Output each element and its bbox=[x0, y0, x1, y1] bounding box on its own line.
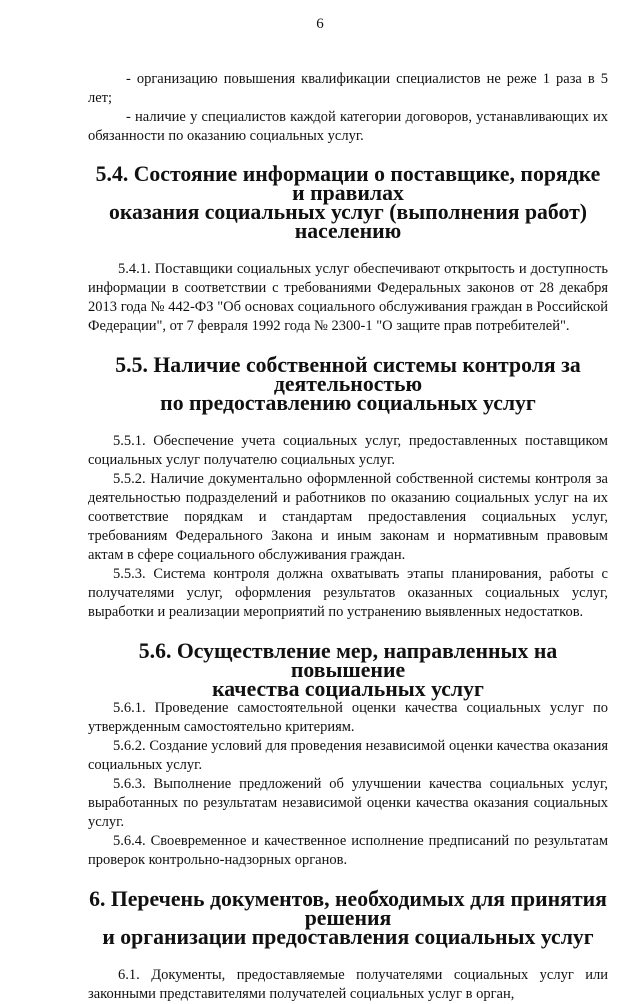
paragraph-5-6-1: 5.6.1. Проведение самостоятельной оценки качества социальных услуг по утвержденным самостоятельно критериям. bbox=[88, 700, 608, 735]
section-5-6-heading bbox=[88, 639, 608, 701]
intro-item-contracts: - наличие у специалистов каждой категории договоров, устанавливающих их обязанности по оказанию социальных услуг. bbox=[88, 109, 608, 144]
paragraph-6-1: 6.1. Документы, предоставляемые получателями социальных услуг или законными представителями получателей социальных услуг в орган, bbox=[88, 967, 608, 1002]
page-number: 6 bbox=[316, 16, 324, 32]
section-5-5-heading-line2: по предоставлению социальных услуг bbox=[160, 391, 536, 415]
section-6-heading-line2: и организации предоставления социальных услуг bbox=[102, 925, 594, 949]
section-5-5-heading bbox=[88, 353, 608, 415]
paragraph-5-6-2: 5.6.2. Создание условий для проведения независимой оценки качества оказания социальных услуг. bbox=[88, 738, 608, 773]
section-5-4-heading-line2: оказания социальных услуг (выполнения работ) населению bbox=[108, 200, 588, 243]
section-5-6-heading-line2: качества социальных услуг bbox=[212, 677, 484, 701]
section-5-4-heading bbox=[88, 162, 608, 243]
section-6-heading-line1: 6. Перечень документов, необходимых для принятия решения bbox=[89, 887, 607, 930]
section-5-6-heading-line1: 5.6. Осуществление мер, направленных на повышение bbox=[138, 639, 558, 682]
paragraph-5-5-3: 5.5.3. Система контроля должна охватывать этапы планирования, работы с получателями услуг, оформления результатов оказанных социальных услуг, выработки и реализации мероприятий по устранению выявленных недостатков. bbox=[88, 566, 608, 620]
paragraph-5-5-1: 5.5.1. Обеспечение учета социальных услуг, предоставленных поставщиком социальных услуг получателю социальных услуг. bbox=[88, 433, 608, 468]
document-body bbox=[88, 70, 608, 1004]
section-5-4-heading-line1: 5.4. Состояние информации о поставщике, порядке и правилах bbox=[95, 162, 601, 205]
section-6-heading bbox=[88, 887, 608, 949]
paragraph-5-5-2: 5.5.2. Наличие документально оформленной собственной системы контроля за деятельностью подразделений и работников по оказанию социальных услуг на их соответствие порядкам и стандартам предоставления социальных услуг, требованиям Федерального Закона и иным законам и нормативным правовым актам в сфере социального обслуживания граждан. bbox=[88, 471, 608, 563]
section-5-5-heading-line1: 5.5. Наличие собственной системы контроля за деятельностью bbox=[115, 353, 581, 396]
intro-item-qualification: - организацию повышения квалификации специалистов не реже 1 раза в 5 лет; bbox=[88, 71, 608, 106]
paragraph-5-6-3: 5.6.3. Выполнение предложений об улучшении качества социальных услуг, выработанных по результатам независимой оценки качества оказания социальных услуг. bbox=[88, 776, 608, 830]
paragraph-5-4-1: 5.4.1. Поставщики социальных услуг обеспечивают открытость и доступность информации в соответствии с требованиями Федеральных законов от 28 декабря 2013 года № 442-ФЗ "Об основах социального обслуживания граждан в Российской Федерации", от 7 февраля 1992 года № 2300-1 "О защите прав потребителей". bbox=[88, 261, 608, 334]
paragraph-5-6-4: 5.6.4. Своевременное и качественное исполнение предписаний по результатам проверок контрольно-надзорных органов. bbox=[88, 833, 608, 868]
